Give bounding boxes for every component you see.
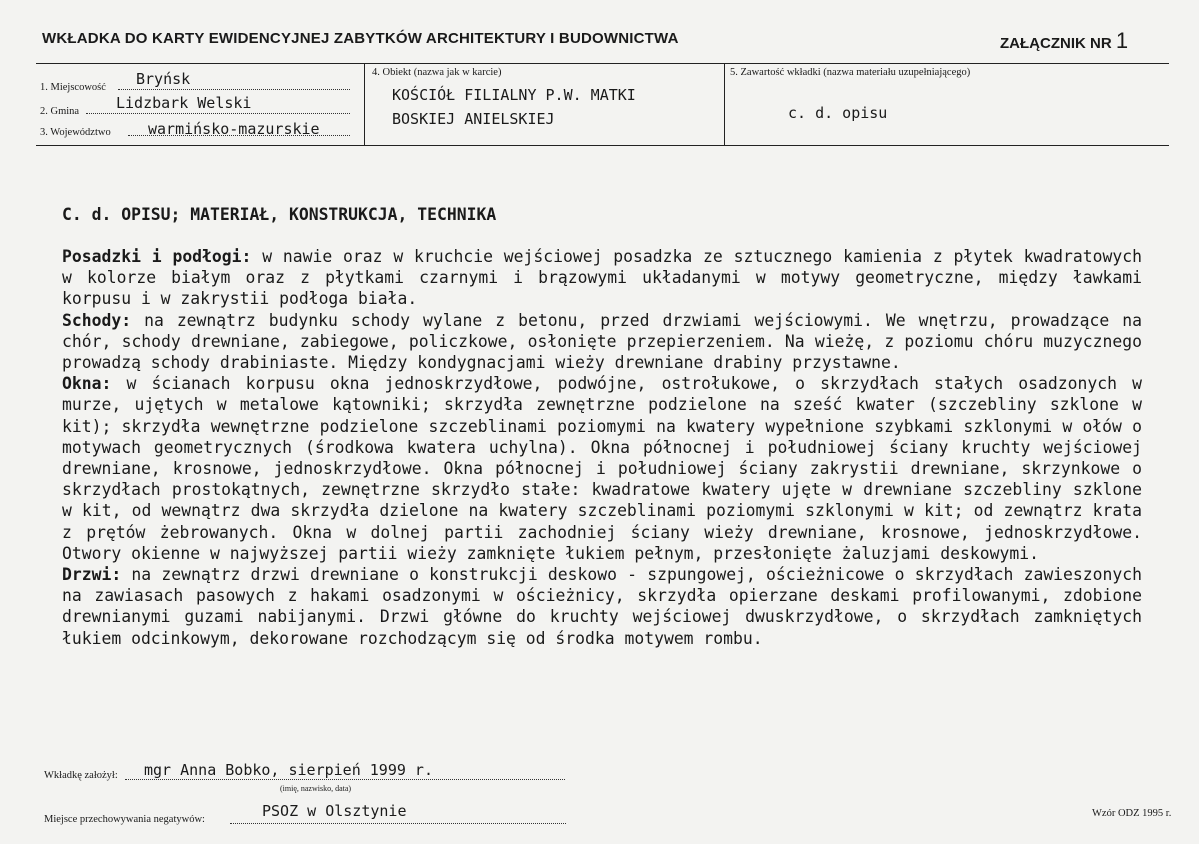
paragraph-text: na zewnątrz drzwi drewniane o konstrukcji deskowo - szpungowej, ościeżnicowe o skrzydłach zawieszonych na zawiasach pasowych z hakami osadzonymi w ościeżnicy, skrzydła opierzane deskami profilowanymi, zdobione drewnianymi guzami nabijanymi. Drzwi główne do kruchty wejściowej dwuskrzydłowe, o skrzydłach zamkniętych łukiem odcinkowym, dekorowane rozchodzącym się od środka motywem rombu.	[62, 565, 1142, 648]
column-divider	[724, 63, 725, 145]
miejscowosc-dotline	[118, 89, 350, 90]
zawartosc-label: 5. Zawartość wkładki (nazwa materiału uzupełniającego)	[730, 67, 971, 78]
author-dotline	[125, 779, 565, 780]
top-divider	[36, 63, 1169, 64]
gmina-label: 2. Gmina	[40, 106, 80, 117]
storage-value: PSOZ w Olsztynie	[262, 802, 407, 820]
obiekt-label: 4. Obiekt (nazwa jak w karcie)	[372, 67, 502, 78]
paragraph-drzwi	[62, 564, 1142, 649]
section-title: C. d. OPISU; MATERIAŁ, KONSTRUKCJA, TECHNIKA	[62, 205, 497, 224]
attachment-label: ZAŁĄCZNIK NR	[1000, 35, 1112, 52]
form-title: WKŁADKA DO KARTY EWIDENCYJNEJ ZABYTKÓW ARCHITEKTURY I BUDOWNICTWA	[42, 30, 679, 47]
paragraph-text: w ścianach korpusu okna jednoskrzydłowe, podwójne, ostrołukowe, o skrzydłach stałych osadzonych w murze, ujętych w metalowe kątowniki; skrzydła zewnętrzne podzielone na sześć kwater (szczebliny szklone w kit); skrzydła wewnętrzne podzielone szczeblinami poziomymi na kwatery wypełnione szybkami szklonymi w ołów o motywach geometrycznych (środkowa kwatera uchylna). Okna północnej i południowej ściany kruchty wejściowej drewniane, krosnowe, jednoskrzydłowe. Okna północnej i południowej ściany zakrystii drewniane, skrzynkowe o skrzydłach prostokątnych, zewnętrzne skrzydło stałe: kwadratowe kwatery ujęte w drewniane szczebliny szklone w kit, od wewnątrz dwa skrzydła dzielone na kwatery szczeblinami poziomymi szklonymi w kit; od zewnątrz krata z prętów żebrowanych. Okna w dolnej partii zachodniej ściany wieży drewniane, krosnowe, jednoskrzydłowe. Otwory okienne w najwyższej partii wieży zamknięte łukiem pełnym, przesłonięte żaluzjami deskowymi.	[62, 374, 1142, 563]
column-divider	[364, 63, 365, 145]
paragraph-posadzki	[62, 246, 1142, 310]
zawartosc-value: c. d. opisu	[788, 104, 888, 122]
paragraph-label: Okna:	[62, 374, 112, 394]
author-label: Wkładkę założył:	[44, 770, 118, 781]
paragraph-text: na zewnątrz budynku schody wylane z betonu, przed drzwiami wejściowymi. We wnętrzu, prowadzące na chór, schody drewniane, zabiegowe, policzkowe, osłonięte przepierzeniem. Na wieżę, z poziomu chóru muzycznego prowadzą schody drabiniaste. Między kondygnacjami wieży drewniane drabiny przystawne.	[62, 310, 1142, 373]
attachment-number	[1000, 28, 1128, 54]
author-value: mgr Anna Bobko, sierpień 1999 r.	[144, 761, 433, 779]
wojewodztwo-value: warmińsko-mazurskie	[148, 120, 320, 138]
obiekt-line-1: KOŚCIÓŁ FILIALNY P.W. MATKI	[392, 86, 636, 104]
author-hint: (imię, nazwisko, data)	[280, 784, 352, 793]
miejscowosc-label: 1. Miejscowość	[40, 82, 106, 93]
paragraph-label: Schody:	[62, 310, 132, 330]
paragraph-schody	[62, 310, 1142, 374]
miejscowosc-value: Bryńsk	[136, 70, 191, 88]
header-bottom-divider	[36, 145, 1169, 146]
paragraph-label: Drzwi:	[62, 565, 122, 585]
gmina-dotline	[86, 113, 350, 114]
paragraph-okna	[62, 373, 1142, 564]
paragraph-label: Posadzki i podłogi:	[62, 247, 252, 266]
description-body	[62, 246, 1142, 649]
obiekt-line-2: BOSKIEJ ANIELSKIEJ	[392, 110, 555, 128]
attachment-number-value: 1	[1115, 28, 1129, 53]
form-version: Wzór ODZ 1995 r.	[1092, 808, 1172, 819]
wojewodztwo-label: 3. Województwo	[40, 127, 111, 138]
paragraph-text: w nawie oraz w kruchcie wejściowej posadzka ze sztucznego kamienia z płytek kwadratowych w kolorze białym oraz z płytkami czarnymi i brązowymi układanymi w motywy geometryczne, między ławkami korpusu i w zakrystii podłoga biała.	[62, 247, 1142, 309]
storage-dotline	[230, 823, 566, 824]
storage-label: Miejsce przechowywania negatywów:	[44, 814, 205, 825]
gmina-value: Lidzbark Welski	[116, 94, 252, 112]
